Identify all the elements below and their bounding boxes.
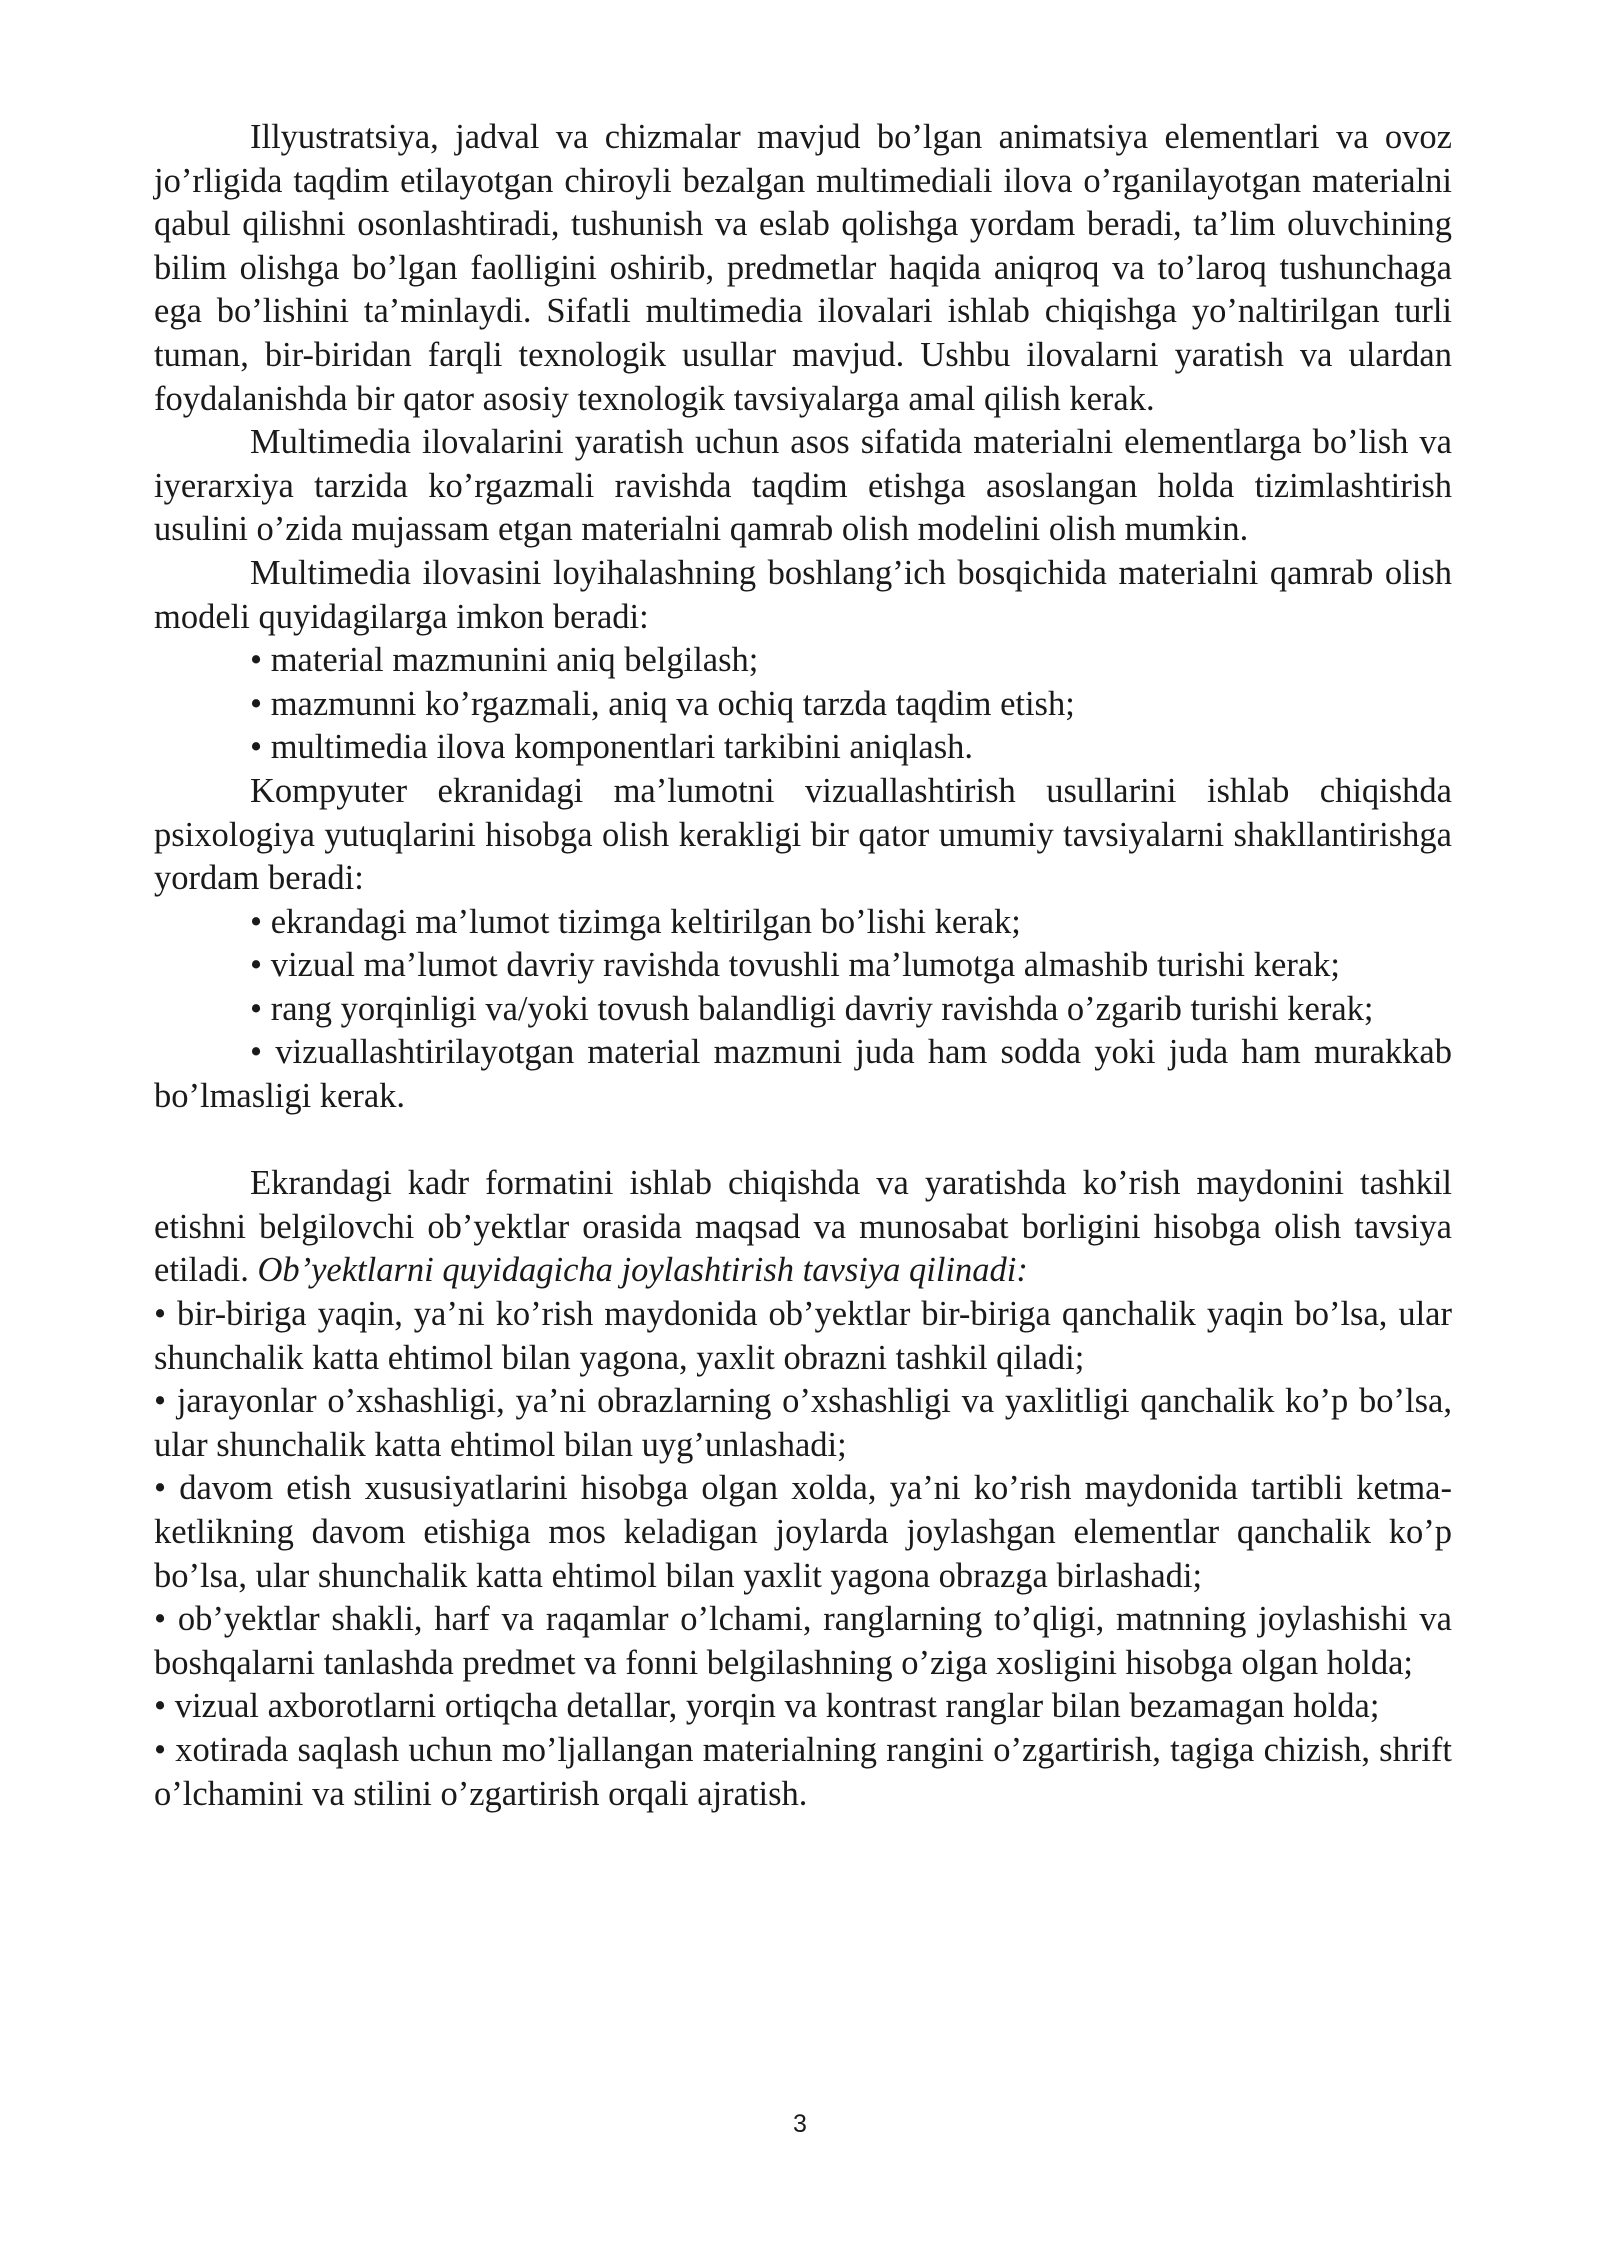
list-item: • xotirada saqlash uchun mo’ljallangan materialning rangini o’zgartirish, tagiga chizish, shrift o’lchamini va stilini o’zgartirish orqali ajratish.: [154, 1730, 1452, 1813]
list-item: • vizual ma’lumot davriy ravishda tovushli ma’lumotga almashib turishi kerak;: [250, 946, 1340, 985]
list-item: • ekrandagi ma’lumot tizimga keltirilgan bo’lishi kerak;: [250, 902, 1021, 941]
list-item: • bir-biriga yaqin, ya’ni ko’rish maydonida ob’yektlar bir-biriga qanchalik yaqin bo’lsa, ular shunchalik katta ehtimol bilan yagona, yaxlit obrazni tashkil qiladi;: [154, 1295, 1452, 1377]
paragraph-1: Illyustratsiya, jadval va chizmalar mavjud bo’lgan animatsiya elementlari va ovoz jo’rligida taqdim etilayotgan chiroyli bezalgan multimediali ilova o’rganilayotgan materialni qabul qilishni osonlashtiradi, tushunish va eslab qolishga yordam beradi, ta’lim oluvchining bilim olishga bo’lgan faolligini oshirib, predmetlar haqida aniqroq va to’laroq tushunchaga ega bo’lishini ta’minlaydi. Sifatli multimedia ilovalari ishlab chiqishga yo’naltirilgan turli tuman, bir-biridan farqli texnologik usullar mavjud. Ushbu ilovalarni yaratish va ulardan foydalanishda bir qator asosiy texnologik tavsiyalarga amal qilish kerak.: [154, 118, 1452, 418]
page-number: 3: [793, 2110, 807, 2138]
list-item: • jarayonlar o’xshashligi, ya’ni obrazlarning o’xshashligi va yaxlitligi qanchalik ko’p bo’lsa, ular shunchalik katta ehtimol bilan uyg’unlashadi;: [154, 1382, 1452, 1464]
list-item: • mazmunni ko’rgazmali, aniq va ochiq tarzda taqdim etish;: [250, 684, 1075, 723]
list-item: • rang yorqinligi va/yoki tovush balandligi davriy ravishda o’zgarib turishi kerak;: [250, 989, 1374, 1028]
list-item: • vizual axborotlarni ortiqcha detallar, yorqin va kontrast ranglar bilan bezamagan holda;: [154, 1687, 1380, 1726]
paragraph-gap: [154, 1119, 1452, 1163]
paragraph-5-italic: Ob’yektlarni quyidagicha joylashtirish tavsiya qilinadi:: [257, 1251, 1028, 1290]
paragraph-3: Multimedia ilovasini loyihalashning boshlang’ich bosqichida materialni qamrab olish modeli quyidagilarga imkon beradi:: [154, 553, 1452, 636]
list-item: • material mazmunini aniq belgilash;: [250, 641, 759, 680]
list-item: • multimedia ilova komponentlari tarkibini aniqlash.: [250, 728, 974, 767]
list-item: • davom etish xususiyatlarini hisobga olgan xolda, ya’ni ko’rish maydonida tartibli ketma-ketlikning davom etishiga mos keladigan joylarda joylashgan elementlar qanchalik ko’p bo’lsa, ular shunchalik katta ehtimol bilan yaxlit yagona obrazga birlashadi;: [154, 1469, 1452, 1595]
paragraph-2: Multimedia ilovalarini yaratish uchun asos sifatida materialni elementlarga bo’lish va iyerarxiya tarzida ko’rgazmali ravishda taqdim etishga asoslangan holda tizimlashtirish usulini o’zida mujassam etgan materialni qamrab olish modelini olish mumkin.: [154, 423, 1452, 549]
list-item: • ob’yektlar shakli, harf va raqamlar o’lchami, ranglarning to’qligi, matnning joylashishi va boshqalarni tanlashda predmet va fonni belgilashning o’ziga xosligini hisobga olgan holda;: [154, 1600, 1452, 1682]
paragraph-4: Kompyuter ekranidagi ma’lumotni vizuallashtirish usullarini ishlab chiqishda psixologiya yutuqlarini hisobga olish kerakligi bir qator umumiy tavsiyalarni shakllantirishga yordam beradi:: [154, 771, 1452, 898]
body-text: [154, 116, 1452, 1816]
paragraph-5-text: Ekrandagi kadr formatini ishlab chiqishda va yaratishda ko’rish maydonini tashkil etishni belgilovchi ob’yektlar orasida maqsad va munosabat borligini hisobga olish tavsiya etiladi.: [154, 1164, 1452, 1290]
list-item: • vizuallashtirilayotgan material mazmuni juda ham sodda yoki juda ham murakkab bo’lmasligi kerak.: [154, 1033, 1452, 1116]
paragraph-5: [154, 1162, 1452, 1293]
